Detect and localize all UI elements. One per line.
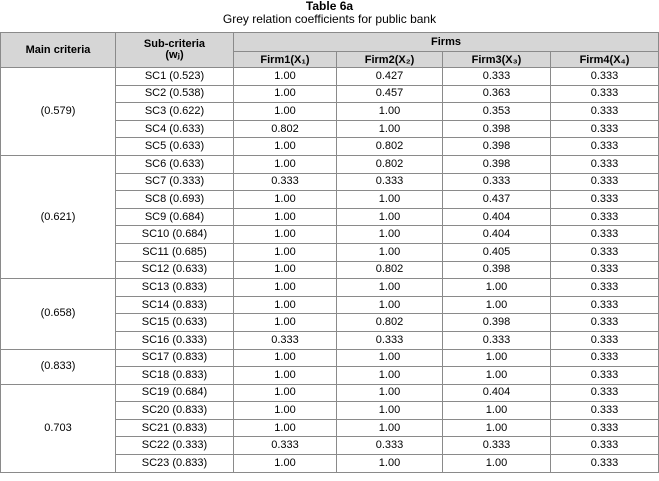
firm4-cell: 0.333 bbox=[551, 331, 659, 349]
firm1-cell: 1.00 bbox=[234, 191, 337, 209]
firm2-cell: 1.00 bbox=[337, 279, 443, 297]
firm1-cell: 1.00 bbox=[234, 208, 337, 226]
main-criteria-cell: (0.658) bbox=[1, 279, 116, 349]
main-criteria-cell: 0.703 bbox=[1, 384, 116, 472]
header-sub-criteria bbox=[116, 33, 234, 68]
firm2-cell: 0.427 bbox=[337, 68, 443, 86]
firm3-cell: 1.00 bbox=[443, 349, 551, 367]
firm2-cell: 1.00 bbox=[337, 367, 443, 385]
firm3-cell: 0.405 bbox=[443, 243, 551, 261]
header-firm4: Firm4(X₄) bbox=[551, 52, 659, 68]
firm3-cell: 1.00 bbox=[443, 455, 551, 473]
firm2-cell: 1.00 bbox=[337, 296, 443, 314]
firm2-cell: 1.00 bbox=[337, 243, 443, 261]
main-criteria-cell: (0.621) bbox=[1, 155, 116, 278]
main-criteria-cell: (0.579) bbox=[1, 68, 116, 156]
firm3-cell: 0.398 bbox=[443, 120, 551, 138]
firm2-cell: 1.00 bbox=[337, 455, 443, 473]
header-main-criteria: Main criteria bbox=[1, 33, 116, 68]
firm1-cell: 0.333 bbox=[234, 173, 337, 191]
firm4-cell: 0.333 bbox=[551, 226, 659, 244]
firm4-cell: 0.333 bbox=[551, 120, 659, 138]
firm2-cell: 0.802 bbox=[337, 261, 443, 279]
firm4-cell: 0.333 bbox=[551, 296, 659, 314]
sub-criteria-cell: SC16 (0.333) bbox=[116, 331, 234, 349]
firm4-cell: 0.333 bbox=[551, 261, 659, 279]
firm3-cell: 1.00 bbox=[443, 279, 551, 297]
firm2-cell: 1.00 bbox=[337, 384, 443, 402]
sub-criteria-cell: SC9 (0.684) bbox=[116, 208, 234, 226]
sub-criteria-cell: SC4 (0.633) bbox=[116, 120, 234, 138]
sub-criteria-cell: SC2 (0.538) bbox=[116, 85, 234, 103]
firm3-cell: 0.404 bbox=[443, 208, 551, 226]
firm4-cell: 0.333 bbox=[551, 402, 659, 420]
sub-criteria-cell: SC18 (0.833) bbox=[116, 367, 234, 385]
firm1-cell: 1.00 bbox=[234, 85, 337, 103]
firm4-cell: 0.333 bbox=[551, 279, 659, 297]
firm3-cell: 1.00 bbox=[443, 419, 551, 437]
table-row bbox=[1, 279, 659, 297]
firm2-cell: 0.457 bbox=[337, 85, 443, 103]
firm3-cell: 0.398 bbox=[443, 314, 551, 332]
firm3-cell: 1.00 bbox=[443, 367, 551, 385]
firm1-cell: 1.00 bbox=[234, 138, 337, 156]
firm1-cell: 1.00 bbox=[234, 226, 337, 244]
firm2-cell: 0.333 bbox=[337, 331, 443, 349]
firm4-cell: 0.333 bbox=[551, 437, 659, 455]
header-sub-criteria-weight: (wⱼ) bbox=[165, 49, 184, 61]
firm3-cell: 0.333 bbox=[443, 173, 551, 191]
table-header bbox=[1, 33, 659, 68]
firm4-cell: 0.333 bbox=[551, 155, 659, 173]
firm3-cell: 0.398 bbox=[443, 138, 551, 156]
firm2-cell: 1.00 bbox=[337, 402, 443, 420]
firm2-cell: 1.00 bbox=[337, 349, 443, 367]
table-caption bbox=[0, 0, 659, 25]
firm2-cell: 0.802 bbox=[337, 138, 443, 156]
firm1-cell: 1.00 bbox=[234, 261, 337, 279]
firm2-cell: 0.802 bbox=[337, 314, 443, 332]
sub-criteria-cell: SC1 (0.523) bbox=[116, 68, 234, 86]
firm1-cell: 1.00 bbox=[234, 103, 337, 121]
sub-criteria-cell: SC12 (0.633) bbox=[116, 261, 234, 279]
sub-criteria-cell: SC5 (0.633) bbox=[116, 138, 234, 156]
firm1-cell: 1.00 bbox=[234, 367, 337, 385]
firm1-cell: 1.00 bbox=[234, 402, 337, 420]
firm2-cell: 1.00 bbox=[337, 120, 443, 138]
firm3-cell: 0.398 bbox=[443, 261, 551, 279]
firm3-cell: 1.00 bbox=[443, 402, 551, 420]
firm2-cell: 1.00 bbox=[337, 419, 443, 437]
sub-criteria-cell: SC22 (0.333) bbox=[116, 437, 234, 455]
sub-criteria-cell: SC10 (0.684) bbox=[116, 226, 234, 244]
firm2-cell: 0.802 bbox=[337, 155, 443, 173]
firm4-cell: 0.333 bbox=[551, 314, 659, 332]
firm2-cell: 1.00 bbox=[337, 226, 443, 244]
firm4-cell: 0.333 bbox=[551, 208, 659, 226]
sub-criteria-cell: SC3 (0.622) bbox=[116, 103, 234, 121]
firm1-cell: 1.00 bbox=[234, 384, 337, 402]
firm1-cell: 1.00 bbox=[234, 296, 337, 314]
table-row bbox=[1, 349, 659, 367]
firm4-cell: 0.333 bbox=[551, 103, 659, 121]
firm1-cell: 1.00 bbox=[234, 243, 337, 261]
grey-relation-table bbox=[0, 32, 659, 473]
sub-criteria-cell: SC17 (0.833) bbox=[116, 349, 234, 367]
firm2-cell: 1.00 bbox=[337, 208, 443, 226]
firm4-cell: 0.333 bbox=[551, 191, 659, 209]
main-criteria-cell: (0.833) bbox=[1, 349, 116, 384]
firm4-cell: 0.333 bbox=[551, 173, 659, 191]
firm3-cell: 0.398 bbox=[443, 155, 551, 173]
header-firm2: Firm2(X₂) bbox=[337, 52, 443, 68]
firm1-cell: 1.00 bbox=[234, 155, 337, 173]
firm4-cell: 0.333 bbox=[551, 243, 659, 261]
header-firms: Firms bbox=[234, 33, 659, 52]
firm4-cell: 0.333 bbox=[551, 85, 659, 103]
sub-criteria-cell: SC21 (0.833) bbox=[116, 419, 234, 437]
firm3-cell: 0.353 bbox=[443, 103, 551, 121]
sub-criteria-cell: SC6 (0.633) bbox=[116, 155, 234, 173]
firm1-cell: 1.00 bbox=[234, 314, 337, 332]
firm4-cell: 0.333 bbox=[551, 138, 659, 156]
firm4-cell: 0.333 bbox=[551, 419, 659, 437]
table-row bbox=[1, 384, 659, 402]
firm2-cell: 0.333 bbox=[337, 173, 443, 191]
table-row bbox=[1, 155, 659, 173]
firm3-cell: 0.363 bbox=[443, 85, 551, 103]
sub-criteria-cell: SC13 (0.833) bbox=[116, 279, 234, 297]
firm1-cell: 0.333 bbox=[234, 437, 337, 455]
firm4-cell: 0.333 bbox=[551, 367, 659, 385]
sub-criteria-cell: SC14 (0.833) bbox=[116, 296, 234, 314]
firm1-cell: 1.00 bbox=[234, 349, 337, 367]
header-sub-criteria-label: Sub-criteria bbox=[143, 38, 206, 50]
firm1-cell: 0.802 bbox=[234, 120, 337, 138]
sub-criteria-cell: SC11 (0.685) bbox=[116, 243, 234, 261]
table-body bbox=[1, 68, 659, 473]
sub-criteria-cell: SC7 (0.333) bbox=[116, 173, 234, 191]
sub-criteria-cell: SC23 (0.833) bbox=[116, 455, 234, 473]
firm1-cell: 1.00 bbox=[234, 279, 337, 297]
table-title: Table 6a bbox=[305, 0, 354, 13]
firm2-cell: 1.00 bbox=[337, 103, 443, 121]
firm3-cell: 0.333 bbox=[443, 68, 551, 86]
sub-criteria-cell: SC19 (0.684) bbox=[116, 384, 234, 402]
firm3-cell: 0.437 bbox=[443, 191, 551, 209]
header-firm3: Firm3(X₃) bbox=[443, 52, 551, 68]
firm4-cell: 0.333 bbox=[551, 68, 659, 86]
table-subtitle: Grey relation coefficients for public bank bbox=[222, 12, 437, 26]
sub-criteria-cell: SC15 (0.633) bbox=[116, 314, 234, 332]
firm1-cell: 1.00 bbox=[234, 455, 337, 473]
firm4-cell: 0.333 bbox=[551, 384, 659, 402]
firm3-cell: 0.333 bbox=[443, 331, 551, 349]
sub-criteria-cell: SC20 (0.833) bbox=[116, 402, 234, 420]
firm4-cell: 0.333 bbox=[551, 455, 659, 473]
firm1-cell: 0.333 bbox=[234, 331, 337, 349]
firm3-cell: 1.00 bbox=[443, 296, 551, 314]
firm3-cell: 0.333 bbox=[443, 437, 551, 455]
firm3-cell: 0.404 bbox=[443, 384, 551, 402]
firm2-cell: 0.333 bbox=[337, 437, 443, 455]
firm2-cell: 1.00 bbox=[337, 191, 443, 209]
firm1-cell: 1.00 bbox=[234, 419, 337, 437]
firm3-cell: 0.404 bbox=[443, 226, 551, 244]
firm1-cell: 1.00 bbox=[234, 68, 337, 86]
header-firm1: Firm1(X₁) bbox=[234, 52, 337, 68]
sub-criteria-cell: SC8 (0.693) bbox=[116, 191, 234, 209]
firm4-cell: 0.333 bbox=[551, 349, 659, 367]
table-row bbox=[1, 68, 659, 86]
